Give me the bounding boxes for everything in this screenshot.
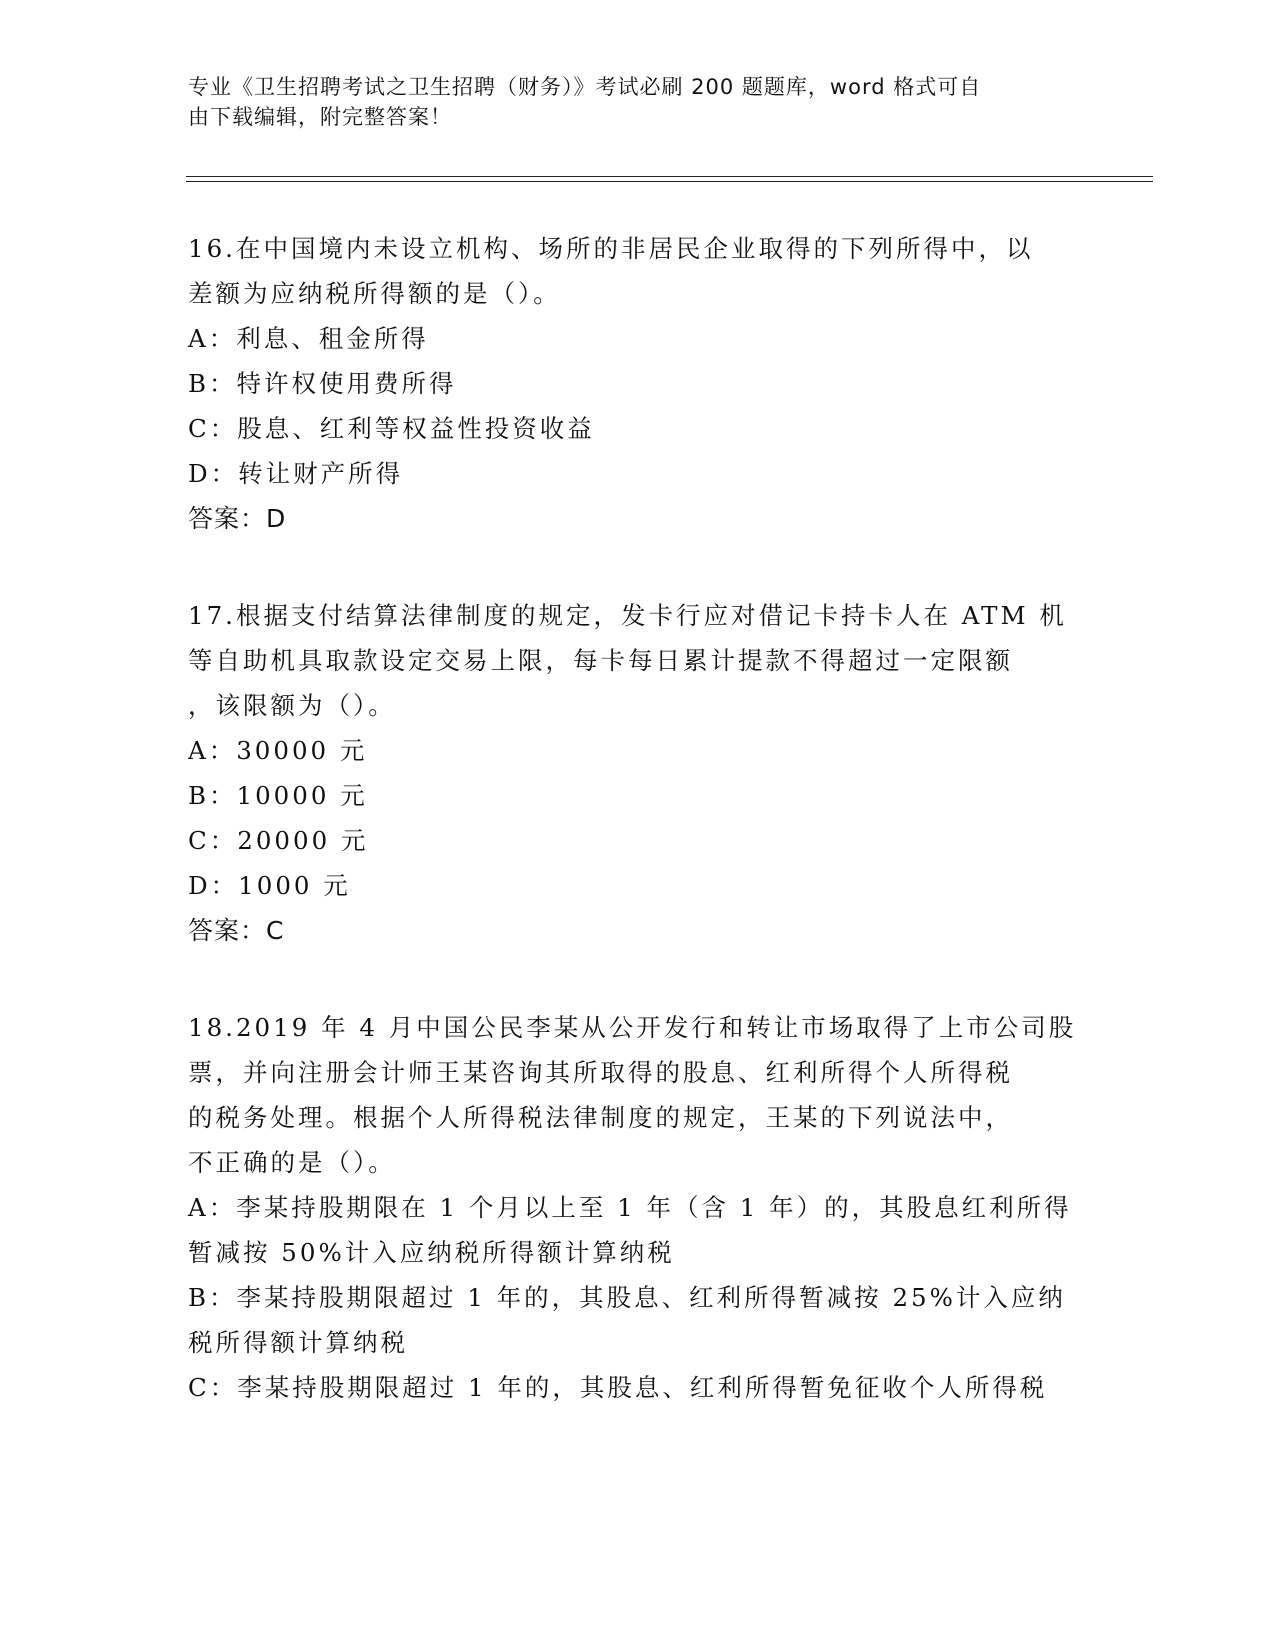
question-text-line: 差额为应纳税所得额的是（）。 [188, 279, 561, 308]
option-a-continued: 暂减按 50%计入应纳税所得额计算纳税 [188, 1238, 675, 1267]
question-text-line: 16.在中国境内未设立机构、场所的非居民企业取得的下列所得中，以 [188, 234, 1034, 263]
question-text-line: 的税务处理。根据个人所得税法律制度的规定，王某的下列说法中， [188, 1103, 1013, 1132]
option-d: D：转让财产所得 [188, 459, 404, 488]
header-line-2: 由下载编辑，附完整答案！ [188, 105, 452, 129]
header-line-1: 专业《卫生招聘考试之卫生招聘（财务）》考试必刷 200 题题库，word 格式可自 [188, 75, 982, 99]
answer-label: 答案：C [188, 916, 285, 945]
option-b: B：10000 元 [188, 781, 368, 810]
option-c: C：股息、红利等权益性投资收益 [188, 414, 595, 443]
question-text-line: ，该限额为（）。 [188, 691, 396, 720]
answer-label: 答案：D [188, 504, 287, 533]
option-a: A：30000 元 [188, 736, 368, 765]
question-17 [188, 593, 1088, 953]
option-a: A：利息、租金所得 [188, 324, 429, 353]
option-a: A：李某持股期限在 1 个月以上至 1 年（含 1 年）的，其股息红利所得 [188, 1193, 1072, 1222]
header-divider-top [186, 176, 1153, 177]
question-18 [188, 1005, 1088, 1410]
question-text-line: 不正确的是（）。 [188, 1148, 396, 1177]
option-d: D：1000 元 [188, 871, 351, 900]
question-text-line: 17.根据支付结算法律制度的规定，发卡行应对借记卡持卡人在 ATM 机 [188, 601, 1067, 630]
question-16 [188, 226, 1088, 541]
question-text-line: 18.2019 年 4 月中国公民李某从公开发行和转让市场取得了上市公司股 [188, 1013, 1077, 1042]
option-b-continued: 税所得额计算纳税 [188, 1328, 408, 1357]
document-header [188, 72, 1068, 132]
question-text-line: 票，并向注册会计师王某咨询其所取得的股息、红利所得个人所得税 [188, 1058, 1013, 1087]
option-c: C：20000 元 [188, 826, 369, 855]
header-divider-bottom [186, 181, 1153, 182]
question-text-line: 等自助机具取款设定交易上限，每卡每日累计提款不得超过一定限额 [188, 646, 1013, 675]
option-c: C：李某持股期限超过 1 年的，其股息、红利所得暂免征收个人所得税 [188, 1373, 1048, 1402]
option-b: B：李某持股期限超过 1 年的，其股息、红利所得暂减按 25%计入应纳 [188, 1283, 1066, 1312]
option-b: B：特许权使用费所得 [188, 369, 457, 398]
